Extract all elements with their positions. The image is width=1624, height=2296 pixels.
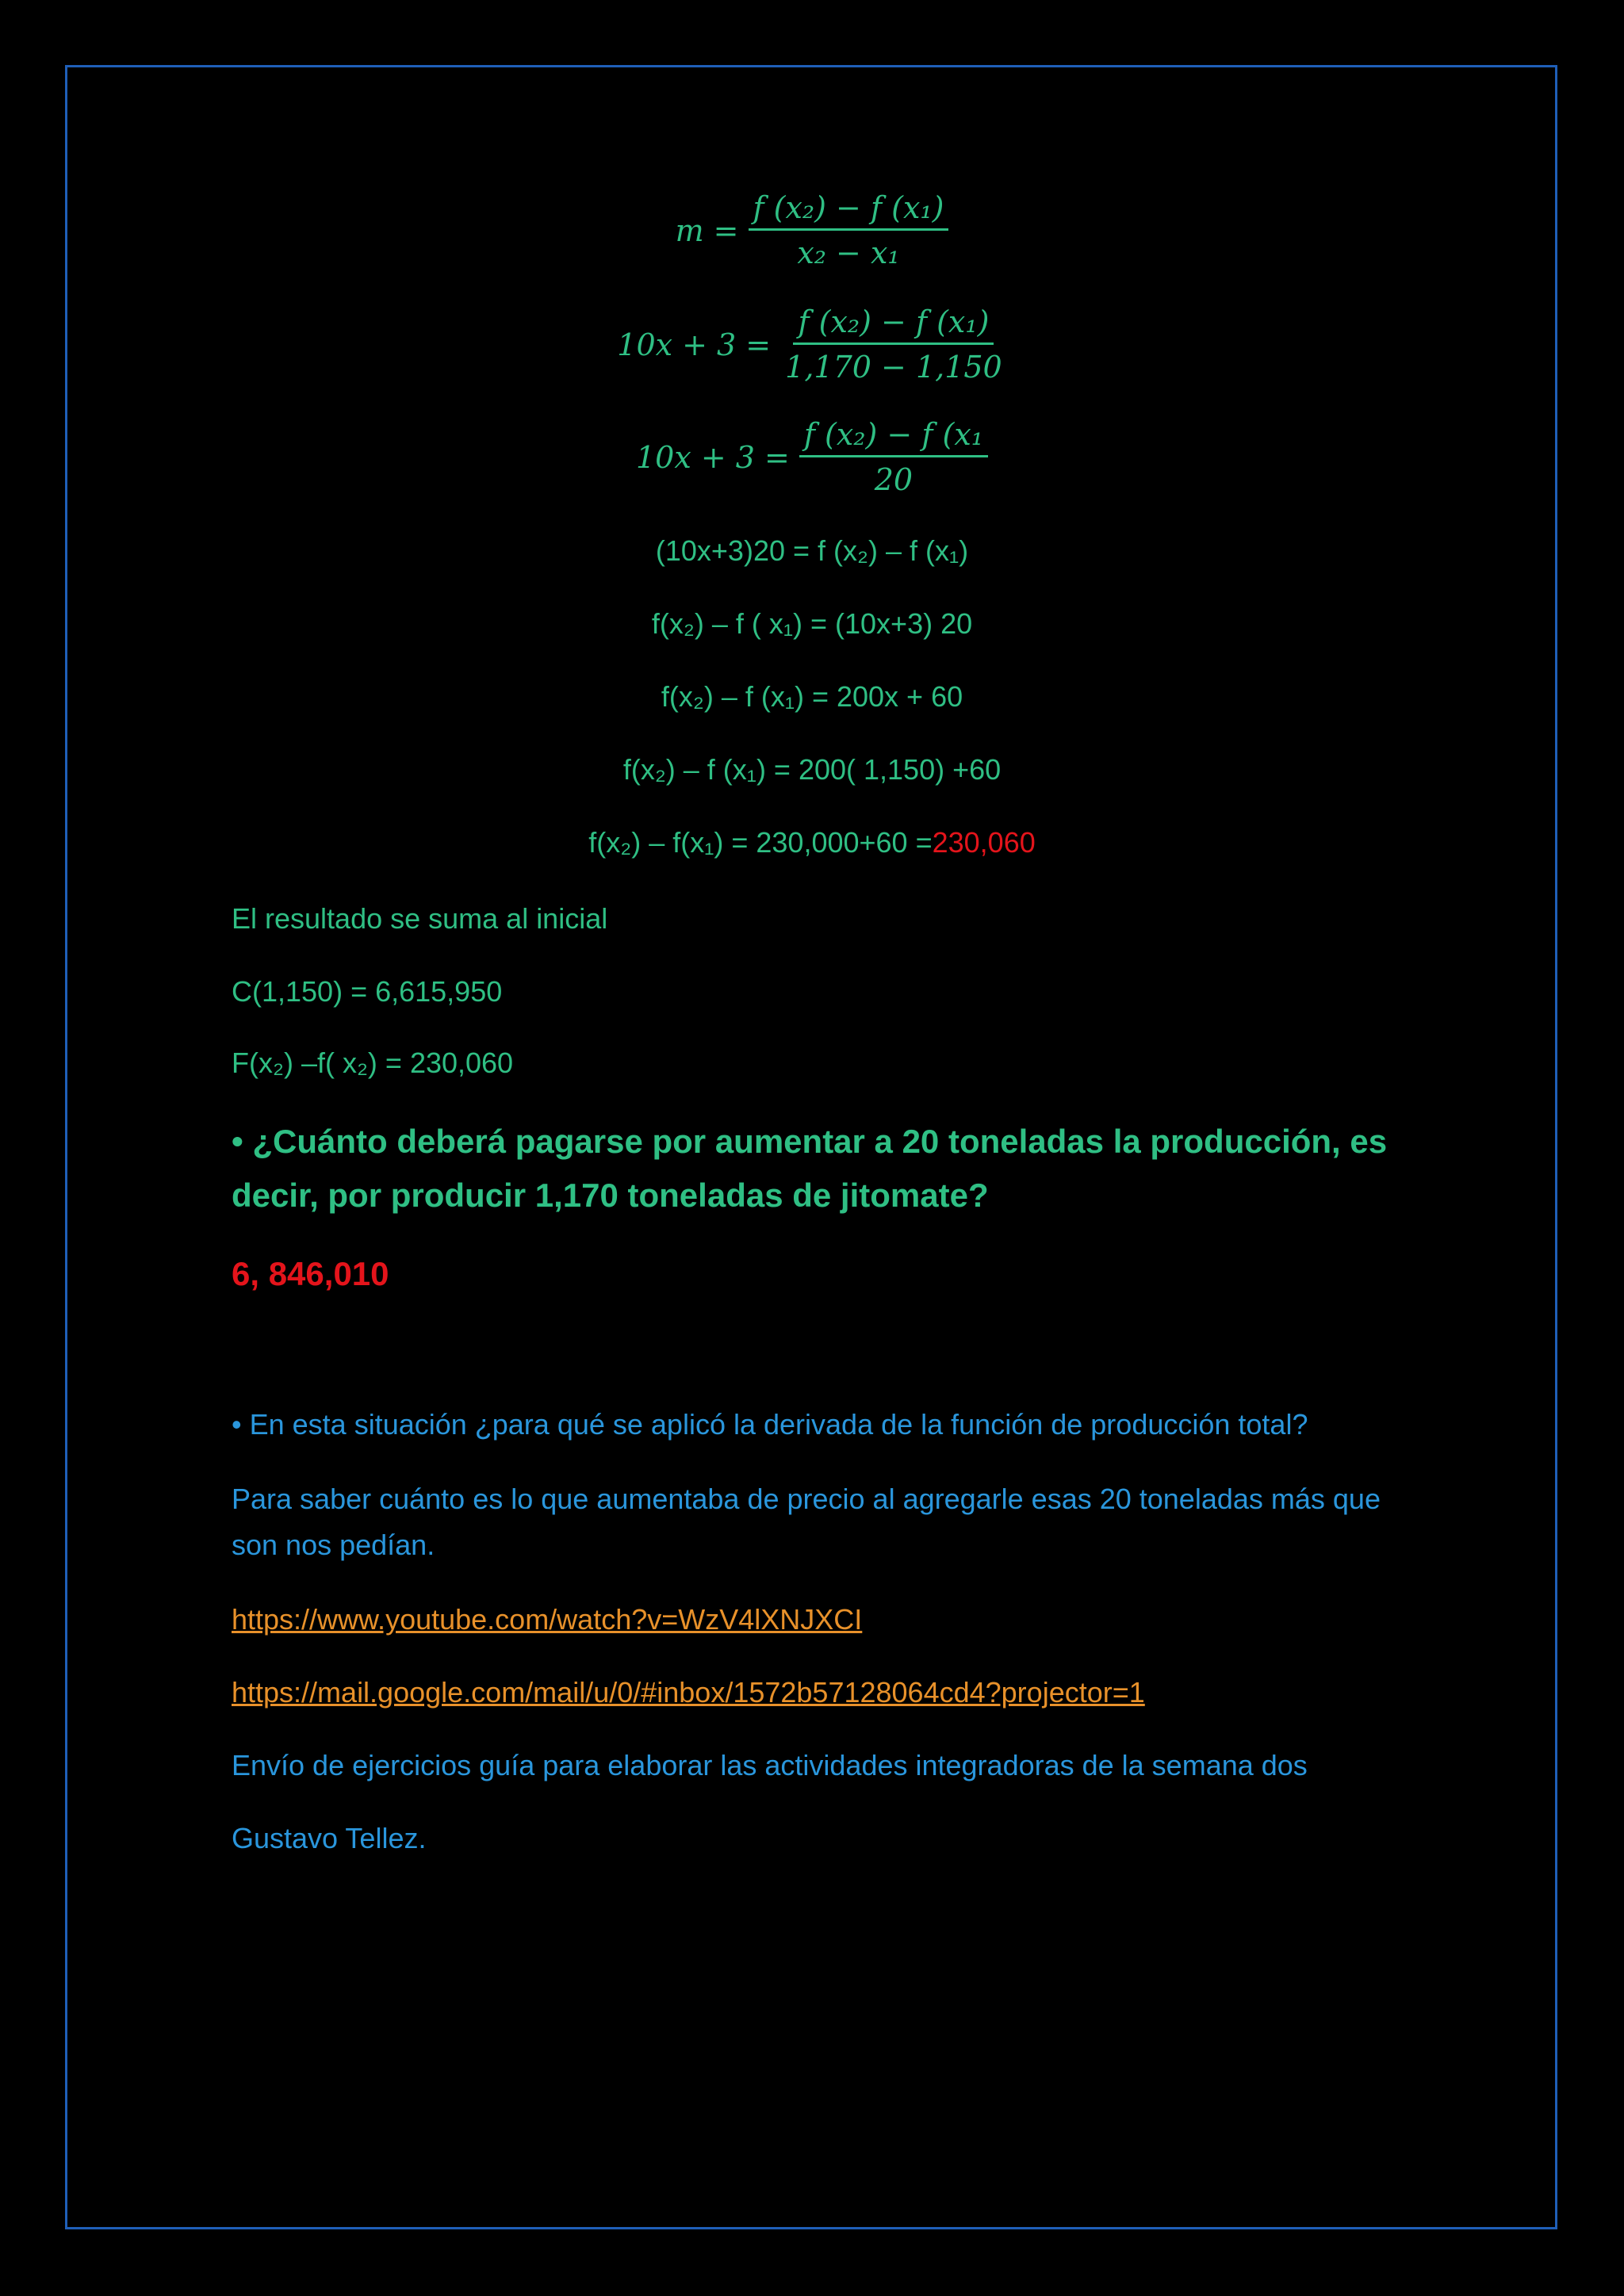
equation-line-5: f(x₂) – f ( x₁) = (10x+3) 20	[651, 607, 973, 640]
equation-line-6: f(x₂) – f (x₁) = 200x + 60	[661, 680, 963, 713]
equation-line-7: f(x₂) – f (x₁) = 200( 1,150) +60	[622, 753, 1002, 786]
equation-slope	[0, 190, 1624, 270]
fraction-denominator: 1,170 − 1,150	[785, 350, 1002, 385]
equation-lhs: m =	[675, 212, 739, 248]
youtube-link[interactable]: https://www.youtube.com/watch?v=WzV4lXNJXCI	[232, 1603, 863, 1636]
equation-simplified	[0, 417, 1624, 497]
fraction	[799, 417, 988, 497]
author-name: Gustavo Tellez.	[232, 1822, 427, 1854]
equation-lhs: 10x + 3 =	[636, 439, 790, 475]
answer-2: Para saber cuánto es lo que aumentaba de precio al agregarle esas 20 toneladas más que son nos pedían.	[232, 1483, 1381, 1561]
email-subject: Envío de ejercicios guía para elaborar las actividades integradoras de la semana dos	[232, 1749, 1308, 1781]
question-heading: • ¿Cuánto deberá pagarse por aumentar a 20 toneladas la producción, es decir, por producir 1,170 toneladas de jitomate?	[232, 1123, 1388, 1214]
difference-value: F(x₂) –f( x₂) = 230,060	[232, 1047, 514, 1079]
fraction-denominator: 20	[874, 462, 914, 497]
result-note: El resultado se suma al inicial	[232, 902, 608, 935]
equation-line-8	[0, 826, 1624, 859]
fraction	[749, 190, 949, 270]
equation-substitution	[0, 304, 1624, 385]
fraction-numerator: f (x₂) − f (x₁	[799, 417, 988, 457]
equation-lhs: 10x + 3 =	[617, 327, 772, 362]
gmail-link-row	[232, 1670, 1389, 1716]
answer-value: 6, 846,010	[232, 1255, 389, 1292]
youtube-link-row	[232, 1597, 1389, 1643]
gmail-link[interactable]: https://mail.google.com/mail/u/0/#inbox/1572b57128064cd4?projector=1	[232, 1676, 1145, 1709]
fraction	[780, 304, 1007, 385]
fraction-denominator: x₂ − x₁	[797, 235, 900, 270]
question-2: • En esta situación ¿para qué se aplicó la derivada de la función de producción total?	[232, 1408, 1308, 1441]
equation-result: 230,060	[932, 826, 1036, 859]
equation-line-8-main: f(x₂) – f(x₁) = 230,000+60 =	[588, 826, 933, 859]
cost-value: C(1,150) = 6,615,950	[232, 975, 503, 1008]
equation-line-4: (10x+3)20 = f (x₂) – f (x₁)	[655, 534, 969, 567]
fraction-numerator: f (x₂) − f (x₁)	[749, 190, 949, 231]
fraction-numerator: f (x₂) − f (x₁)	[793, 304, 994, 345]
